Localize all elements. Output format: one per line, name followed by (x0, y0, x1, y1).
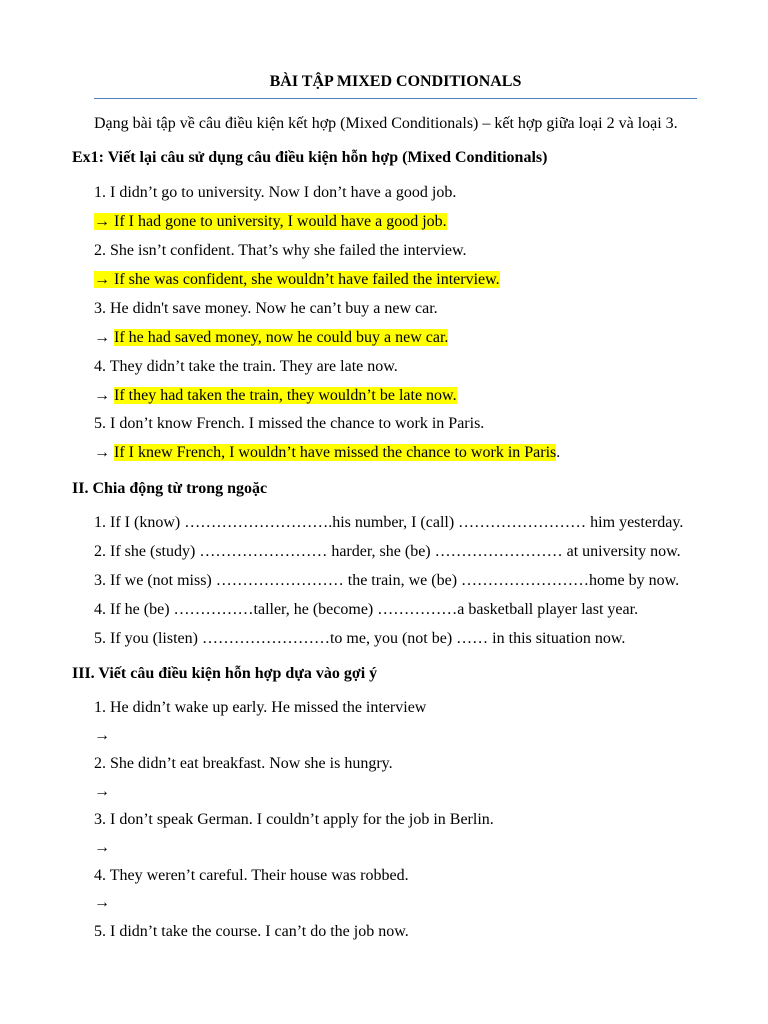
ex1-answer-5 (94, 443, 560, 463)
arrow-icon: → (94, 727, 110, 744)
ex1-answer-3 (94, 328, 448, 348)
ex1-answer-1 (94, 212, 447, 232)
arrow-icon: → (94, 213, 110, 230)
ex2-item-4: 4. If he (be) ……………taller, he (become) ……………a basketball player last year. (94, 601, 639, 618)
ex3-arrow-2 (94, 782, 110, 802)
ex3-arrow-1 (94, 726, 110, 746)
ex1-question-5: 5. I don’t know French. I missed the chance to work in Paris. (94, 415, 485, 432)
ex2-item-2: 2. If she (study) …………………… harder, she (be) …………………… at university now. (94, 543, 681, 560)
ex3-item-4: 4. They weren’t careful. Their house was robbed. (94, 867, 409, 884)
ex3-item-3: 3. I don’t speak German. I couldn’t apply for the job in Berlin. (94, 811, 494, 828)
ex1-question-3: 3. He didn't save money. Now he can’t buy a new car. (94, 300, 438, 317)
arrow-icon: → (94, 894, 110, 911)
ex3-item-5: 5. I didn’t take the course. I can’t do the job now. (94, 923, 409, 940)
ex3-item-1: 1. He didn’t wake up early. He missed the interview (94, 699, 427, 716)
arrow-icon: → (94, 783, 110, 800)
ex3-heading: III. Viết câu điều kiện hỗn hợp dựa vào gợi ý (72, 665, 378, 682)
ex1-question-2: 2. She isn’t confident. That’s why she failed the interview. (94, 242, 467, 259)
ex3-arrow-4 (94, 893, 110, 913)
arrow-icon: → (94, 444, 110, 461)
ex1-heading: Ex1: Viết lại câu sử dụng câu điều kiện hỗn hợp (Mixed Conditionals) (72, 149, 548, 166)
page-title: BÀI TẬP MIXED CONDITIONALS (269, 73, 522, 90)
answer-highlight (94, 271, 500, 288)
arrow-icon: → (94, 271, 110, 288)
title-underline (94, 98, 697, 99)
ex2-item-5: 5. If you (listen) ……………………to me, you (not be) …… in this situation now. (94, 630, 626, 647)
arrow-icon: → (94, 387, 110, 404)
answer-text: If I had gone to university, I would have a good job. (114, 213, 447, 230)
answer-text: If she was confident, she wouldn’t have failed the interview. (114, 271, 500, 288)
answer-highlight (94, 213, 447, 230)
ex3-item-2: 2. She didn’t eat breakfast. Now she is hungry. (94, 755, 393, 772)
answer-text: If I knew French, I wouldn’t have missed the chance to work in Paris (114, 444, 557, 461)
answer-tail: . (556, 444, 561, 461)
answer-text: If he had saved money, now he could buy a new car. (114, 329, 449, 346)
ex1-question-4: 4. They didn’t take the train. They are late now. (94, 358, 398, 375)
ex2-item-1: 1. If I (know) ……………………….his number, I (call) …………………… him yesterday. (94, 514, 684, 531)
ex1-answer-4 (94, 386, 457, 406)
ex1-question-1: 1. I didn’t go to university. Now I don’t have a good job. (94, 184, 457, 201)
ex2-heading: II. Chia động từ trong ngoặc (72, 480, 268, 497)
arrow-icon: → (94, 839, 110, 856)
ex1-answer-2 (94, 270, 500, 290)
ex2-item-3: 3. If we (not miss) …………………… the train, we (be) ……………………home by now. (94, 572, 680, 589)
intro-text: Dạng bài tập về câu điều kiện kết hợp (Mixed Conditionals) – kết hợp giữa loại 2 và loại 3. (94, 115, 678, 132)
arrow-icon: → (94, 329, 110, 346)
answer-text: If they had taken the train, they wouldn’t be late now. (114, 387, 457, 404)
ex3-arrow-3 (94, 838, 110, 858)
